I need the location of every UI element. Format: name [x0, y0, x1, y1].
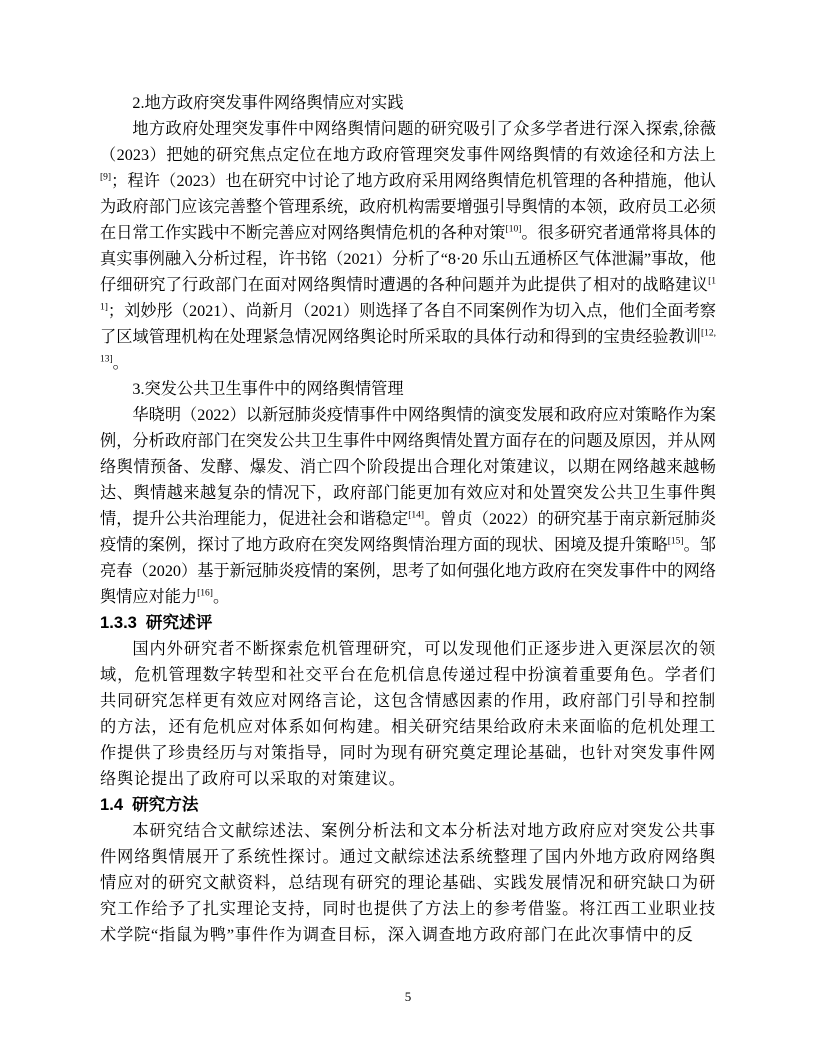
citation-ref: [16]	[197, 588, 213, 599]
citation-ref: [14]	[408, 510, 425, 521]
text-run: 。	[212, 588, 230, 606]
text-run: 。	[112, 354, 129, 372]
section-title: 研究述评	[145, 613, 213, 632]
citation-ref: [10]	[505, 224, 522, 235]
text-run: 华晓明（2022）以新冠肺炎疫情事件中网络舆情的演变发展和政府应对策略作为案例，分析政府部门在突发公共卫生事件中网络舆情处置方面存在的问题及原因，并从网络舆情预备、发酵、爆发、消亡四个阶段提出合理化对策建议，以期在网络越来越畅达、舆情越来越复杂的情况下，政府部门能更加有效应对和处置突发公共卫生事件舆情，提升公共治理能力，促进社会和谐稳定	[100, 406, 716, 528]
text-run: 国内外研究者不断探索危机管理研究，可以发现他们正逐步进入更深层次的领域，危机管理数字转型和社交平台在危机信息传递过程中扮演着重要角色。学者们共同研究怎样更有效应对网络言论，这包含情感因素的作用，政府部门引导和控制的方法，还有危机应对体系如何构建。相关研究结果给政府未来面临的危机处理工作提供了珍贵经历与对策指导，同时为现有研究奠定理论基础，也针对突发事件网络舆论提出了政府可以采取的对策建议。	[100, 640, 716, 788]
section-number: 1.3.3	[100, 613, 137, 632]
text-run: ；程许（2023）也在研究中讨论了地方政府采用网络舆情危机管理的各种措施，他认为政府部门应该完善整个管理系统，政府机构需要增强引导舆情的本领，政府员工必须在日常工作实践中不断完善应对网络舆情危机的各种对策	[100, 172, 716, 242]
document-body	[100, 90, 716, 948]
page-number: 5	[404, 989, 412, 1004]
text-run: 2.地方政府突发事件网络舆情应对实践	[132, 94, 404, 112]
text-run: 。邹亮春（2020）基于新冠肺炎疫情的案例，思考了如何强化地方政府在突发事件中的网络舆情应对能力	[100, 536, 717, 606]
text-run: 3.突发公共卫生事件中的网络舆情管理	[132, 380, 404, 398]
section-number: 1.4	[100, 795, 124, 814]
paragraph	[100, 402, 716, 610]
citation-ref: [12, 13]	[100, 328, 716, 365]
citation-ref: [9]	[100, 172, 112, 183]
section-title: 研究方法	[132, 795, 199, 814]
text-run: 。曾贞（2022）的研究基于南京新冠肺炎疫情的案例，探讨了地方政府在突发网络舆情治理方面的现状、困境及提升策略	[100, 510, 717, 554]
section-heading	[100, 792, 716, 818]
text-run: ；刘妙彤（2021）、尚新月（2021）则选择了各自不同案例作为切入点，他们全面考察了区域管理机构在处理紧急情况网络舆论时所采取的具体行动和得到的宝贵经验教训	[100, 302, 716, 346]
text-run: 本研究结合文献综述法、案例分析法和文本分析法对地方政府应对突发公共事件网络舆情展开了系统性探讨。通过文献综述法系统整理了国内外地方政府网络舆情应对的研究文献资料，总结现有研究的理论基础、实践发展情况和研究缺口为研究工作给予了扎实理论支持，同时也提供了方法上的参考借鉴。将江西工业职业技术学院“指鼠为鸭”事件作为调查目标，深入调查地方政府部门在此次事情中的反	[100, 822, 716, 944]
list-item-heading	[100, 90, 716, 116]
paragraph	[100, 116, 716, 376]
page-footer	[0, 988, 816, 1006]
citation-ref: [11]	[100, 276, 716, 313]
section-heading	[100, 610, 716, 636]
citation-ref: [15]	[667, 536, 684, 547]
text-run: 地方政府处理突发事件中网络舆情问题的研究吸引了众多学者进行深入探索,徐薇（2023）把她的研究焦点定位在地方政府管理突发事件网络舆情的有效途径和方法上	[100, 120, 716, 164]
list-item-heading	[100, 376, 716, 402]
paragraph	[100, 636, 716, 792]
paragraph	[100, 818, 716, 948]
text-run: 。很多研究者通常将具体的真实事例融入分析过程，许书铭（2021）分析了“8·20 乐山五通桥区气体泄漏”事故，他仔细研究了行政部门在面对网络舆情时遭遇的各种问题并为此提供了相对的战略建议	[100, 224, 717, 294]
